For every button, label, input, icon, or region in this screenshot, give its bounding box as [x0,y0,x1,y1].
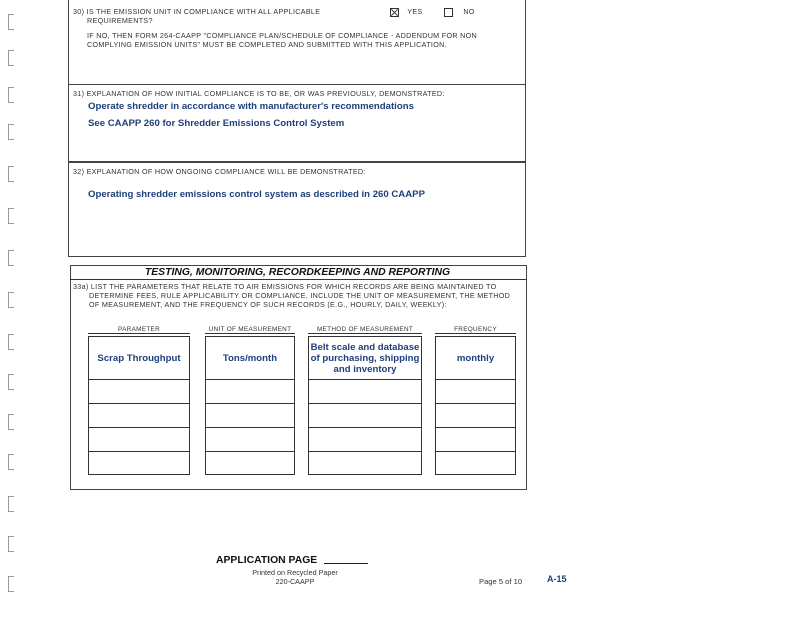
testing-title-rule [70,279,526,280]
row2-frequency[interactable] [435,379,516,404]
q30-label [73,7,320,25]
binder-hole [8,496,14,512]
row1-method-text: Belt scale and database of purchasing, shipping and inventory [310,341,420,375]
q31-label: 31) EXPLANATION OF HOW INITIAL COMPLIANCE IS TO BE, OR WAS PREVIOUSLY, DEMONSTRATED: [73,89,445,98]
q30-no-option[interactable] [444,7,475,17]
q30-label-line1: 30) IS THE EMISSION UNIT IN COMPLIANCE WITH ALL APPLICABLE [73,7,321,16]
row1-frequency[interactable] [435,336,516,380]
row4-parameter[interactable] [88,427,190,452]
application-page-blank [324,563,368,564]
form-code: 220-CAAPP [275,577,315,586]
binder-hole [8,536,14,552]
testing-title: TESTING, MONITORING, RECORDKEEPING AND REPORTING [144,267,451,278]
binder-hole [8,374,14,390]
q32-label: 32) EXPLANATION OF HOW ONGOING COMPLIANCE WILL BE DEMONSTRATED: [73,167,366,176]
binder-hole [8,208,14,224]
header-unit: UNIT OF MEASUREMENT [205,326,295,334]
row3-frequency[interactable] [435,403,516,428]
page-number: Page 5 of 10 [479,577,523,586]
row1-parameter[interactable] [88,336,190,380]
row5-parameter[interactable] [88,451,190,475]
binder-hole [8,124,14,140]
row1-parameter-text: Scrap Throughput [97,352,181,364]
binder-hole [8,334,14,350]
application-page-text: APPLICATION PAGE [216,555,318,566]
header-method: METHOD OF MEASUREMENT [308,326,422,334]
binder-hole [8,14,14,30]
application-page-label [216,555,368,566]
q33-label-line3: OF MEASUREMENT, AND THE FREQUENCY OF SUCH RECORDS (E.G., HOURLY, DAILY, WEEKLY): [89,300,447,309]
q33-label [73,282,510,309]
binder-hole [8,292,14,308]
row2-method[interactable] [308,379,422,404]
row1-frequency-text: monthly [456,352,495,364]
q30-yes-option[interactable] [390,7,423,17]
q32-answer: Operating shredder emissions control system as described in 260 CAAPP [88,189,425,200]
page-id: A-15 [547,574,567,584]
q33-label-line2: DETERMINE FEES, RULE APPLICABILITY OR COMPLIANCE. INCLUDE THE UNIT OF MEASUREMENT, THE METHOD [89,291,511,300]
row4-frequency[interactable] [435,427,516,452]
row3-unit[interactable] [205,403,295,428]
binder-hole [8,414,14,430]
row4-method[interactable] [308,427,422,452]
q31-answer-line1: Operate shredder in accordance with manufacturer's recommendations [88,101,414,112]
no-checkbox[interactable] [444,8,453,17]
row3-method[interactable] [308,403,422,428]
binder-hole [8,87,14,103]
q33-label-line1: 33a) LIST THE PARAMETERS THAT RELATE TO AIR EMISSIONS FOR WHICH RECORDS ARE BEING MAINTAINED TO [73,282,497,291]
row3-parameter[interactable] [88,403,190,428]
yes-label: YES [407,7,423,16]
row2-unit[interactable] [205,379,295,404]
no-label: NO [463,7,475,16]
header-parameter: PARAMETER [88,326,190,334]
binder-hole [8,250,14,266]
binder-hole [8,166,14,182]
row1-unit[interactable] [205,336,295,380]
binder-hole [8,50,14,66]
yes-checkbox[interactable] [390,8,399,17]
q30-note-line1: IF NO, THEN FORM 264-CAAPP "COMPLIANCE PLAN/SCHEDULE OF COMPLIANCE - ADDENDUM FOR NON [87,31,478,40]
row5-frequency[interactable] [435,451,516,475]
header-frequency: FREQUENCY [435,326,516,334]
q31-answer-line2: See CAAPP 260 for Shredder Emissions Control System [88,118,345,129]
recycled-note: Printed on Recycled Paper [252,568,338,577]
row2-parameter[interactable] [88,379,190,404]
q30-note [87,31,477,49]
q30-label-line2: REQUIREMENTS? [87,16,153,25]
row5-method[interactable] [308,451,422,475]
binder-hole [8,454,14,470]
row1-method[interactable] [308,336,422,380]
row1-unit-text: Tons/month [222,352,278,364]
q30-note-line2: COMPLYING EMISSION UNITS" MUST BE COMPLETED AND SUBMITTED WITH THIS APPLICATION. [87,40,447,49]
binder-hole [8,576,14,592]
row5-unit[interactable] [205,451,295,475]
row4-unit[interactable] [205,427,295,452]
